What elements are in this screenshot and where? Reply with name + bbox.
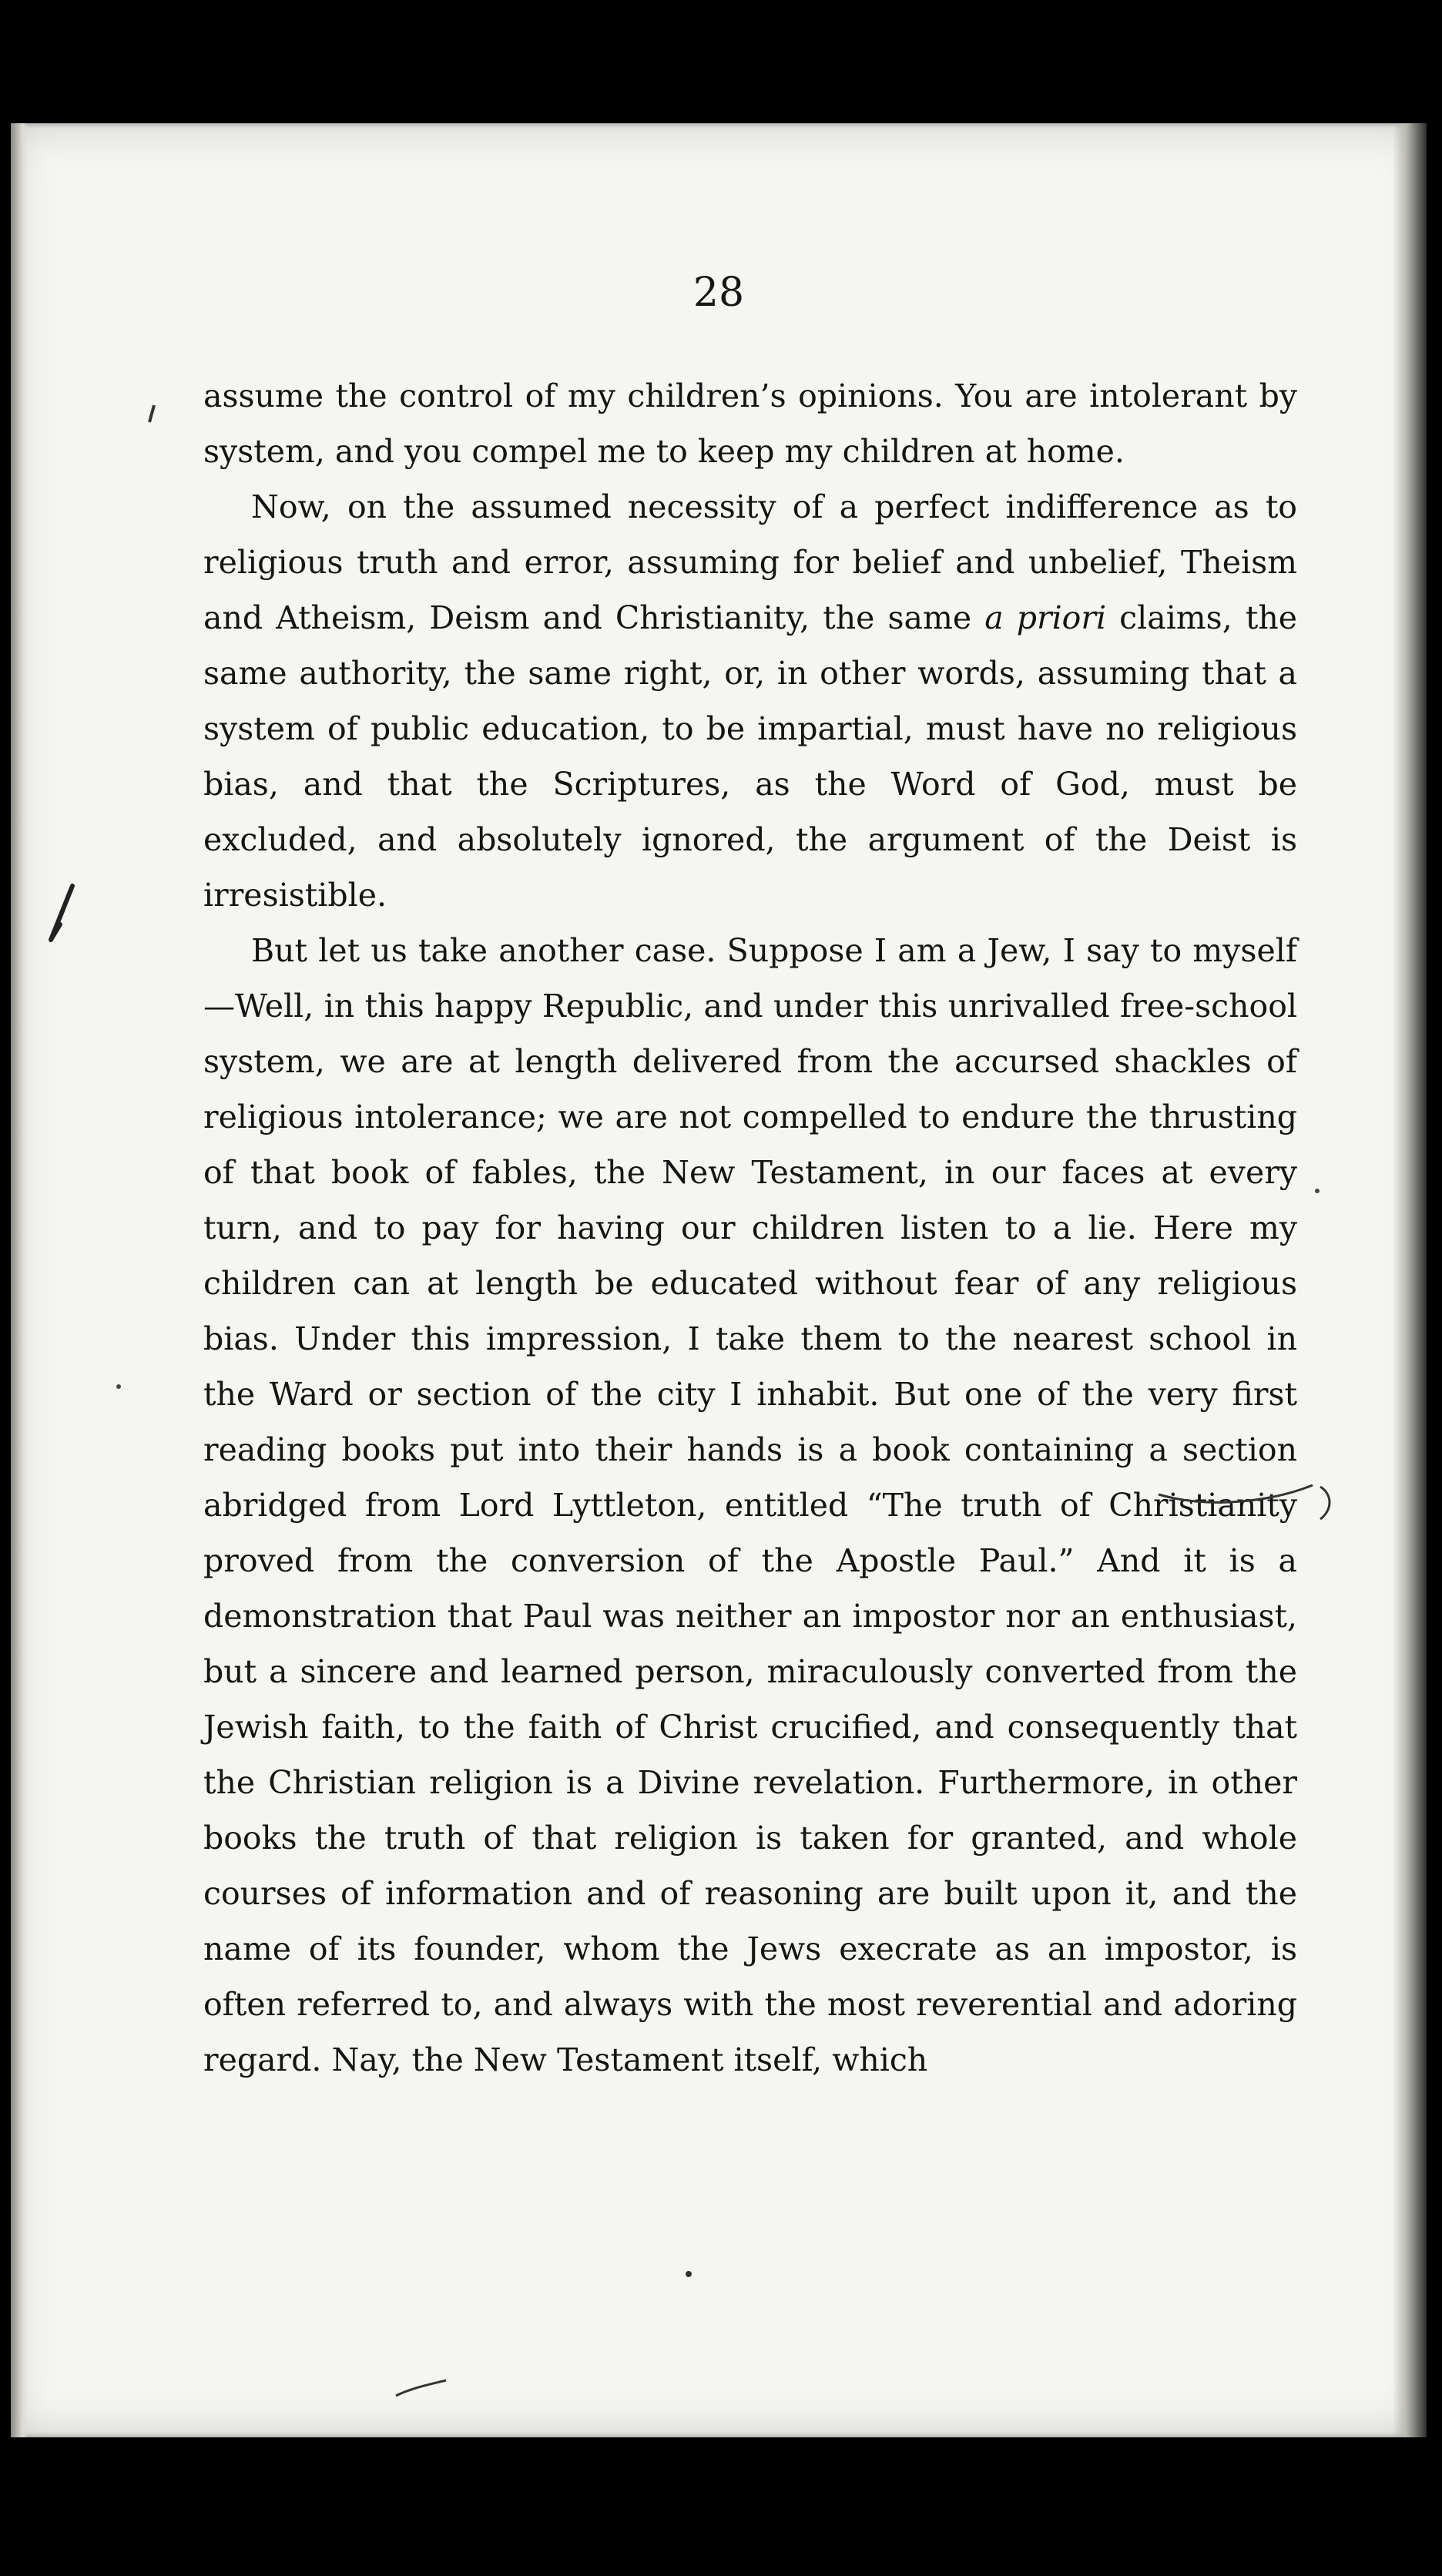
- margin-check-mark: [51, 886, 72, 940]
- dust-speck: [686, 2271, 692, 2277]
- paragraph-1: assume the control of my children’s opinions. You are intolerant by system, and you compel me to keep my children at home.: [203, 377, 1297, 470]
- paragraph-2: [203, 479, 1297, 923]
- body-text: [203, 368, 1297, 2088]
- paragraph-2-italic: a priori: [984, 599, 1107, 636]
- margin-tick-mark: [149, 405, 154, 422]
- scanned-page: [11, 123, 1427, 2437]
- dust-speck: [116, 1384, 121, 1389]
- page-edge-right: [1393, 123, 1427, 2437]
- paragraph-2-text-after: claims, the same authority, the same right, or, in other words, assuming that a system of public education, to be impartial, must have no religious bias, and that the Scriptures, as the Word of God, must be excluded, and absolutely ignored, the argument of the Deist is irresistible.: [203, 599, 1297, 914]
- page-number: 28: [692, 270, 745, 316]
- bracket-mark: [1320, 1487, 1330, 1519]
- bottom-pencil-stroke: [396, 2380, 446, 2396]
- paragraph-2-text-before: Now, on the assumed necessity of a perfect indifference as to religious truth and error, assuming for belief and unbelief, Theism and Atheism, Deism and Christianity, the same: [203, 488, 1297, 636]
- paragraph-3: But let us take another case. Suppose I am a Jew, I say to myself—Well, in this happy Republic, and under this unrivalled free-school system, we are at length delivered from the accursed shackles of religious intolerance; we are not compelled to endure the thrusting of that book of fables, the New Testament, in our faces at every turn, and to pay for having our children listen to a lie. Here my children can at length be educated without fear of any religious bias. Under this impression, I take them to the nearest school in the Ward or section of the city I inhabit. But one of the very first reading books put into their hands is a book containing a section abridged from Lord Lyttleton, entitled “The truth of Christianity proved from the conversion of the Apostle Paul.” And it is a demonstration that Paul was neither an impostor nor an enthusiast, but a sincere and learned person, miraculously converted from the Jewish faith, to the faith of Christ crucified, and consequently that the Christian religion is a Divine revelation. Furthermore, in other books the truth of that religion is taken for granted, and whole courses of information and of reasoning are built upon it, and the name of its founder, whom the Jews execrate as an impostor, is often referred to, and always with the most reverential and adoring regard. Nay, the New Testament itself, which: [203, 932, 1297, 2078]
- page-edge-left: [11, 123, 28, 2437]
- dust-speck: [1315, 1189, 1320, 1193]
